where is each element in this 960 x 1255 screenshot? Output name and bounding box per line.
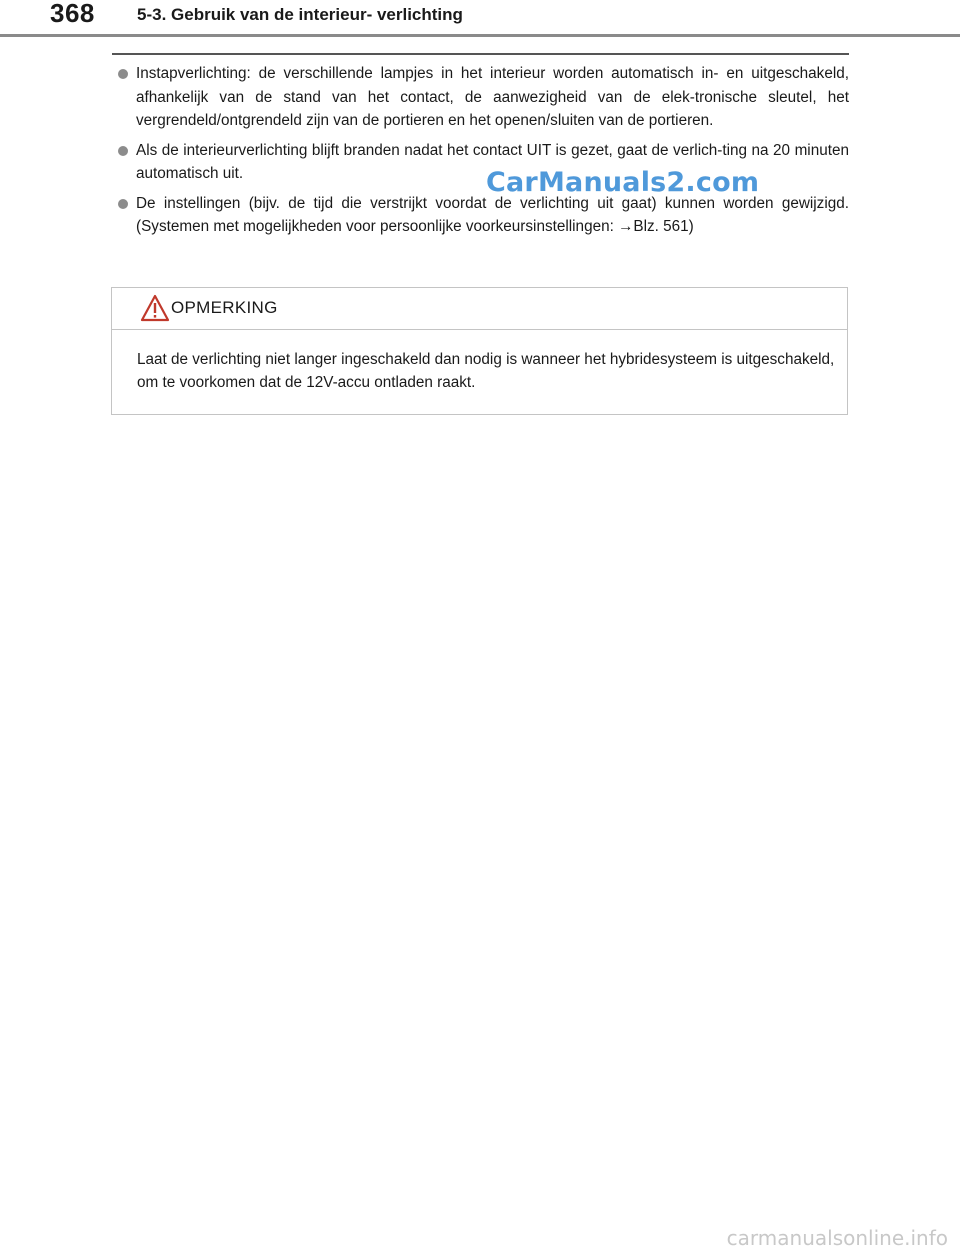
bullet-dot-icon <box>118 146 128 156</box>
list-item <box>112 192 849 239</box>
list-item-text: Als de interieurverlichting blijft branden nadat het contact UIT is gezet, gaat de verlich-ting na 20 minuten automatisch uit. <box>136 141 849 182</box>
page-header <box>0 0 960 36</box>
warning-triangle-icon <box>140 294 170 322</box>
list-item-text: Instapverlichting: de verschillende lampjes in het interieur worden automatisch in- en uitgeschakeld, afhankelijk van de stand van het contact, de aanwezigheid van de elek-tronische sleutel, het vergrendeld/ontgrendeld zijn van de portieren en het openen/sluiten van de portieren. <box>136 65 849 129</box>
page-number: 368 <box>50 0 95 28</box>
list-item-text: De instellingen (bijv. de tijd die verstrijkt voordat de verlichting uit gaat) kunnen worden gewijzigd. (Systemen met mogelijkheden voor persoonlijke voorkeursinstellingen: →Blz. 561) <box>136 194 849 235</box>
footer-watermark: carmanualsonline.info <box>726 1226 948 1250</box>
content-divider <box>112 53 849 55</box>
notice-box <box>111 287 848 415</box>
watermark-carmanuals: CarManuals2.com <box>486 167 760 198</box>
notice-body: Laat de verlichting niet langer ingeschakeld dan nodig is wanneer het hybridesysteem is uitgeschakeld, om te voorkomen dat de 12V-accu ontladen raakt. <box>137 351 835 391</box>
header-divider <box>0 34 960 37</box>
list-item <box>112 62 849 133</box>
notice-header <box>112 288 847 330</box>
notice-title: OPMERKING <box>171 298 278 317</box>
bullet-list <box>112 62 849 245</box>
bullet-dot-icon <box>118 199 128 209</box>
section-title: 5-3. Gebruik van de interieur- verlichting <box>137 5 463 24</box>
bullet-dot-icon <box>118 69 128 79</box>
